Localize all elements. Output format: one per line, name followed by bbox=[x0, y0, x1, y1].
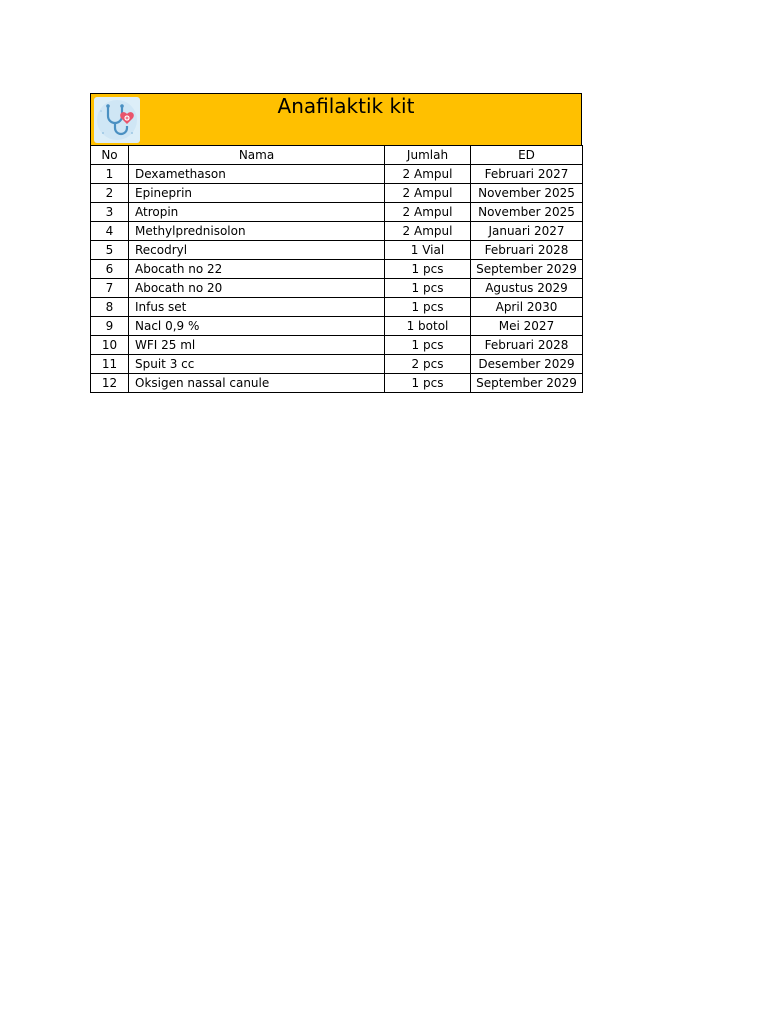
cell-nama: Oksigen nassal canule bbox=[129, 374, 385, 393]
cell-nama: WFI 25 ml bbox=[129, 336, 385, 355]
cell-nama: Abocath no 20 bbox=[129, 279, 385, 298]
cell-no: 2 bbox=[91, 184, 129, 203]
header-ed: ED bbox=[471, 146, 583, 165]
cell-nama: Atropin bbox=[129, 203, 385, 222]
cell-nama: Nacl 0,9 % bbox=[129, 317, 385, 336]
cell-nama: Infus set bbox=[129, 298, 385, 317]
table-row bbox=[91, 317, 583, 336]
table-row bbox=[91, 260, 583, 279]
cell-ed: Februari 2027 bbox=[471, 165, 583, 184]
cell-no: 11 bbox=[91, 355, 129, 374]
cell-ed: Desember 2029 bbox=[471, 355, 583, 374]
cell-nama: Spuit 3 cc bbox=[129, 355, 385, 374]
cell-no: 10 bbox=[91, 336, 129, 355]
cell-nama: Dexamethason bbox=[129, 165, 385, 184]
cell-nama: Methylprednisolon bbox=[129, 222, 385, 241]
table-row bbox=[91, 298, 583, 317]
cell-no: 8 bbox=[91, 298, 129, 317]
cell-jumlah: 1 pcs bbox=[385, 374, 471, 393]
inventory-sheet bbox=[90, 93, 582, 393]
cell-no: 5 bbox=[91, 241, 129, 260]
table-row bbox=[91, 184, 583, 203]
cell-ed: September 2029 bbox=[471, 374, 583, 393]
header-nama: Nama bbox=[129, 146, 385, 165]
cell-no: 1 bbox=[91, 165, 129, 184]
inventory-table bbox=[90, 145, 583, 393]
cell-nama: Epineprin bbox=[129, 184, 385, 203]
cell-ed: Mei 2027 bbox=[471, 317, 583, 336]
cell-no: 7 bbox=[91, 279, 129, 298]
cell-jumlah: 2 Ampul bbox=[385, 184, 471, 203]
cell-no: 6 bbox=[91, 260, 129, 279]
cell-nama: Recodryl bbox=[129, 241, 385, 260]
sheet-title: Anafilaktik kit bbox=[277, 94, 415, 118]
title-bar bbox=[90, 93, 582, 145]
cell-jumlah: 2 Ampul bbox=[385, 203, 471, 222]
cell-ed: November 2025 bbox=[471, 184, 583, 203]
cell-ed: Februari 2028 bbox=[471, 336, 583, 355]
cell-no: 12 bbox=[91, 374, 129, 393]
table-row bbox=[91, 374, 583, 393]
cell-jumlah: 1 pcs bbox=[385, 279, 471, 298]
cell-ed: Agustus 2029 bbox=[471, 279, 583, 298]
table-header-row bbox=[91, 146, 583, 165]
table-row bbox=[91, 165, 583, 184]
cell-no: 3 bbox=[91, 203, 129, 222]
cell-jumlah: 1 pcs bbox=[385, 298, 471, 317]
table-row bbox=[91, 241, 583, 260]
cell-ed: November 2025 bbox=[471, 203, 583, 222]
cell-nama: Abocath no 22 bbox=[129, 260, 385, 279]
cell-jumlah: 2 Ampul bbox=[385, 222, 471, 241]
cell-jumlah: 2 pcs bbox=[385, 355, 471, 374]
table-row bbox=[91, 222, 583, 241]
cell-ed: Januari 2027 bbox=[471, 222, 583, 241]
header-jumlah: Jumlah bbox=[385, 146, 471, 165]
table-row bbox=[91, 279, 583, 298]
cell-ed: April 2030 bbox=[471, 298, 583, 317]
cell-jumlah: 1 botol bbox=[385, 317, 471, 336]
cell-ed: September 2029 bbox=[471, 260, 583, 279]
cell-jumlah: 1 Vial bbox=[385, 241, 471, 260]
table-row bbox=[91, 336, 583, 355]
header-no: No bbox=[91, 146, 129, 165]
table-row bbox=[91, 355, 583, 374]
cell-ed: Februari 2028 bbox=[471, 241, 583, 260]
cell-jumlah: 2 Ampul bbox=[385, 165, 471, 184]
cell-jumlah: 1 pcs bbox=[385, 336, 471, 355]
cell-jumlah: 1 pcs bbox=[385, 260, 471, 279]
cell-no: 4 bbox=[91, 222, 129, 241]
cell-no: 9 bbox=[91, 317, 129, 336]
table-row bbox=[91, 203, 583, 222]
